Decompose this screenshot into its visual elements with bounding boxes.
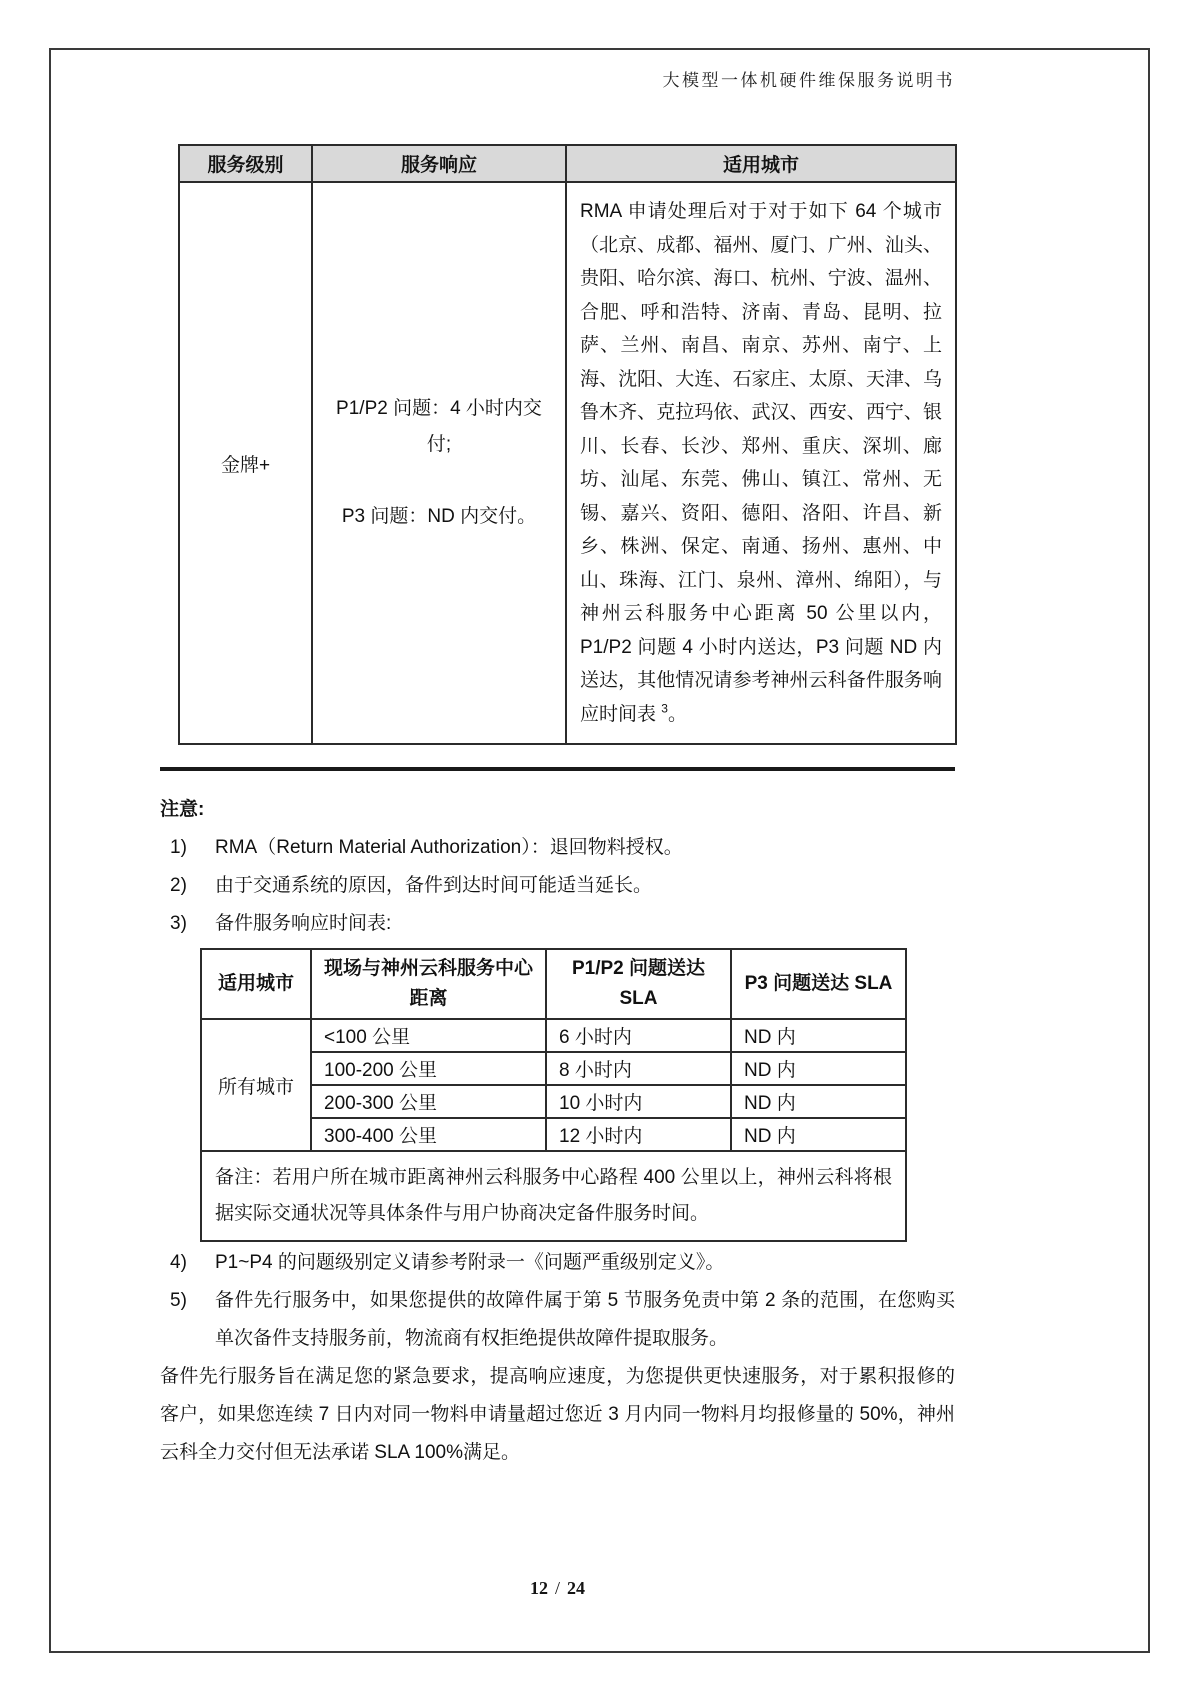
sla-header-distance: 现场与神州云科服务中心距离 xyxy=(311,949,546,1019)
page-number xyxy=(160,1578,955,1599)
sla-city-scope: 所有城市 xyxy=(201,1019,311,1151)
note-text: P1~P4 的问题级别定义请参考附录一《问题严重级别定义》。 xyxy=(215,1252,725,1273)
note-number: 5) xyxy=(170,1290,187,1311)
sla-distance: 300-400 公里 xyxy=(311,1118,546,1151)
footnote-reference: 3 xyxy=(661,701,668,716)
applicable-cities-cell xyxy=(566,182,956,744)
service-table-header-row xyxy=(179,145,956,182)
note-item-2 xyxy=(160,867,955,905)
sla-p3: ND 内 xyxy=(731,1052,906,1085)
document-header-title: 大模型一体机硬件维保服务说明书 xyxy=(662,71,955,90)
sla-distance: 100-200 公里 xyxy=(311,1052,546,1085)
sla-p12: 8 小时内 xyxy=(546,1052,731,1085)
sla-p3: ND 内 xyxy=(731,1085,906,1118)
sla-table-header-row xyxy=(201,949,906,1019)
sla-p12: 12 小时内 xyxy=(546,1118,731,1151)
service-table-header-level: 服务级别 xyxy=(179,145,312,182)
service-response-p1p2: P1/P2 问题：4 小时内交付; xyxy=(336,398,542,455)
page-number-separator: / xyxy=(554,1578,560,1598)
sla-header-scope: 适用城市 xyxy=(201,949,311,1019)
note-number: 2) xyxy=(170,875,187,896)
notes-label: 注意: xyxy=(160,799,205,820)
note-number: 1) xyxy=(170,837,187,858)
sla-p3: ND 内 xyxy=(731,1118,906,1151)
note-text: 备件服务响应时间表: xyxy=(215,913,392,934)
sla-distance: <100 公里 xyxy=(311,1019,546,1052)
closing-paragraph: 备件先行服务旨在满足您的紧急要求，提高响应速度，为您提供更快速服务，对于累积报修的客户，如果您连续 7 日内对同一物料申请量超过您近 3 月内同一物料月均报修量的 50%，神州云科全力交付但无法承诺 SLA 100%满足。 xyxy=(160,1366,955,1463)
service-level-value: 金牌+ xyxy=(179,182,312,744)
service-table-header-response: 服务响应 xyxy=(312,145,566,182)
note-text: RMA（Return Material Authorization）：退回物料授权。 xyxy=(215,837,683,858)
sla-header-p3: P3 问题送达 SLA xyxy=(731,949,906,1019)
sla-p12: 6 小时内 xyxy=(546,1019,731,1052)
service-table-header-cities: 适用城市 xyxy=(566,145,956,182)
sla-p3: ND 内 xyxy=(731,1019,906,1052)
sla-distance: 200-300 公里 xyxy=(311,1085,546,1118)
service-response-cell xyxy=(312,182,566,744)
page-number-total: 24 xyxy=(567,1578,585,1598)
note-item-3 xyxy=(160,905,955,943)
note-item-5 xyxy=(160,1282,955,1358)
note-text: 由于交通系统的原因，备件到达时间可能适当延长。 xyxy=(215,875,653,896)
applicable-cities-text: RMA 申请处理后对于对于如下 64 个城市（北京、成都、福州、厦门、广州、汕头、贵阳、哈尔滨、海口、杭州、宁波、温州、合肥、呼和浩特、济南、青岛、昆明、拉萨、兰州、南昌、南京、苏州、南宁、上海、沈阳、大连、石家庄、太原、天津、乌鲁木齐、克拉玛依、武汉、西安、西宁、银川、长春、长沙、郑州、重庆、深圳、廊坊、汕尾、东莞、佛山、镇江、常州、无锡、嘉兴、资阳、德阳、洛阳、许昌、新乡、株洲、保定、南通、扬州、惠州、中山、珠海、江门、泉州、漳州、绵阳），与神州云科服务中心距离 50 公里以内，P1/P2 问题 4 小时内送达，P3 问题 ND 内送达，其他情况请参考神州云科备件服务响应时间表 xyxy=(580,201,942,725)
note-item-1 xyxy=(160,829,955,867)
note-number: 4) xyxy=(170,1252,187,1273)
service-level-table xyxy=(178,144,957,745)
service-table-row xyxy=(179,182,956,744)
sla-table-remark-row xyxy=(201,1151,906,1241)
section-divider-rule xyxy=(160,767,955,771)
sla-remark: 备注：若用户所在城市距离神州云科服务中心路程 400 公里以上，神州云科将根据实际交通状况等具体条件与用户协商决定备件服务时间。 xyxy=(201,1151,906,1241)
note-item-4 xyxy=(160,1244,955,1282)
note-text: 备件先行服务中，如果您提供的故障件属于第 5 节服务免责中第 2 条的范围，在您购买单次备件支持服务前，物流商有权拒绝提供故障件提取服务。 xyxy=(215,1290,955,1349)
sla-table-row xyxy=(201,1019,906,1052)
service-response-p3: P3 问题：ND 内交付。 xyxy=(341,506,537,527)
note-number: 3) xyxy=(170,913,187,934)
page-content xyxy=(160,70,955,1491)
spare-parts-sla-table xyxy=(200,948,907,1242)
applicable-cities-tail: 。 xyxy=(667,703,687,725)
page-number-current: 12 xyxy=(529,1578,548,1598)
sla-p12: 10 小时内 xyxy=(546,1085,731,1118)
sla-header-p12: P1/P2 问题送达 SLA xyxy=(546,949,731,1019)
